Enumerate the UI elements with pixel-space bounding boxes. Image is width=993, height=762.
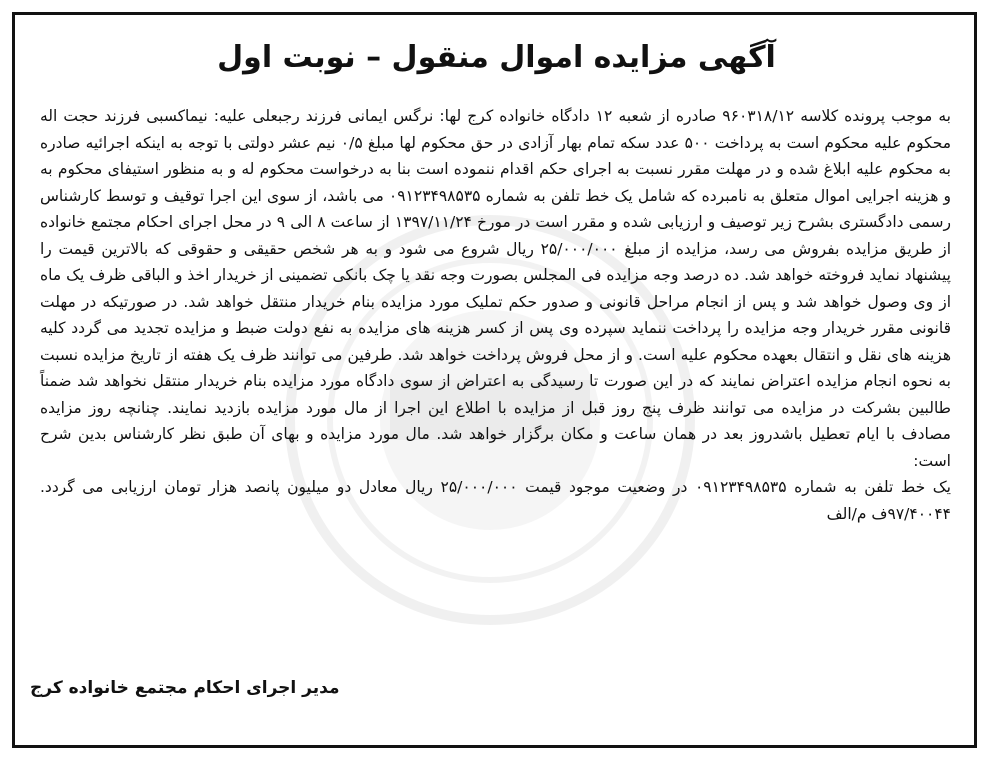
notice-paragraph-main: به موجب پرونده کلاسه ۹۶۰۳۱۸/۱۲ صادره از شعبه ۱۲ دادگاه خانواده کرج لها: نرگس ایمانی فرزند رجبعلی علیه: نیماکسبی فرزند حجت اله محکوم علیه محکوم است به پرداخت ۵۰۰ عدد سکه تمام بهار آزادی در حق محکوم لها مبلغ ۰/۵ نیم عشر دولتی با توجه به اینکه اجرائیه صادره به محکوم علیه ابلاغ شده و در مهلت مقرر نسبت به اجرای حکم اقدام ننموده است بنا به درخواست محکوم له و به منظور استیفای محکوم به و هزینه اجرایی اموال متعلق به نامبرده که شامل یک خط تلفن به شماره ۰۹۱۲۳۴۹۸۵۳۵ می باشد، از سوی این اجرا توقیف و توسط کارشناس رسمی دادگستری بشرح زیر توصیف و ارزیابی شده و مقرر است در مورخ ۱۳۹۷/۱۱/۲۴ از ساعت ۸ الی ۹ در محل اجرای احکام مجتمع خانواده از طریق مزایده بفروش می رسد، مزایده از مبلغ ۲۵/۰۰۰/۰۰۰ ریال شروع می شود و به هر شخص حقیقی و حقوقی که بالاترین قیمت را پیشنهاد نماید فروخته خواهد شد. ده درصد وجه مزایده فی المجلس بصورت وجه نقد یا چک بانکی تضمینی از خریدار اخذ و الباقی ظرف یک ماه از وی وصول خواهد شد و پس از انجام مراحل قانونی و صدور حکم تملیک مورد مزایده بنام خریدار منتقل خواهد شد. در صورتیکه در مهلت قانونی مقرر خریدار وجه مزایده را پرداخت ننماید سپرده وی پس از کسر هزینه های مزایده به نفع دولت ضبط و مزایده تجدید می گردد کلیه هزینه های نقل و انتقال بعهده محکوم علیه است. و از محل فروش پرداخت خواهد شد. طرفین می توانند ظرف یک هفته از تاریخ مزایده نسبت به نحوه انجام مزایده اعتراض نمایند که در این صورت تا رسیدگی به اعتراض از سوی دادگاه مورد مزایده بنام خریدار منتقل نخواهد شد ضمناً طالبین بشرکت در مزایده می توانند ظرف پنج روز قبل از مزایده با اطلاع این اجرا از مال مورد مزایده بازدید نمایند. چنانچه روز مزایده مصادف با ایام تعطیل باشدروز بعد در همان ساعت و مکان برگزار خواهد شد. مال مورد مزایده و بهای آن طبق نظر کارشناس بدین شرح است: [40, 107, 952, 470]
notice-title: آگهی مزایده اموال منقول – نوبت اول [217, 40, 776, 75]
notice-paragraph-valuation: یک خط تلفن به شماره ۰۹۱۲۳۴۹۸۵۳۵ در وضعیت موجود قیمت ۲۵/۰۰۰/۰۰۰ ریال معادل دو میلیون پانصد هزار تومان ارزیابی می گردد. ۹۷/۴۰۰۴۴ف م/الف [40, 478, 951, 523]
signature: مدیر اجرای احکام مجتمع خانواده کرج [30, 678, 340, 698]
notice-body [40, 103, 951, 527]
